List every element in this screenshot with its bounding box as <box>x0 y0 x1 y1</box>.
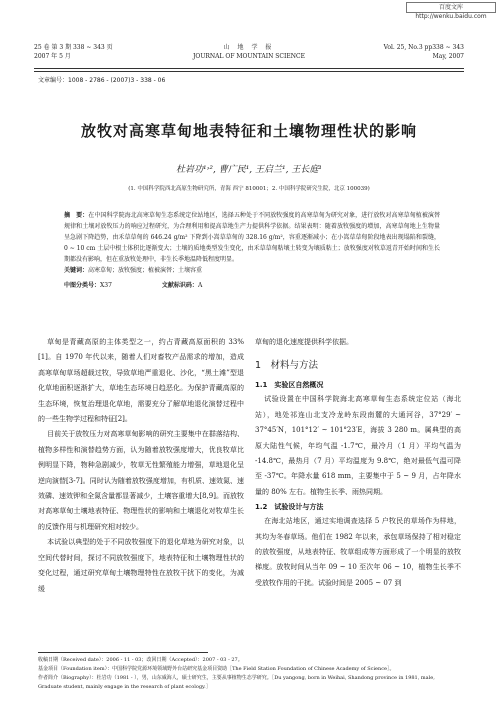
site-description-paragraph: 试验设置在中国科学院海北高寒草甸生态系统定位站（海北站），地处祁连山北支冷龙岭东段南麓的大通河谷，37°29′ ~ 37°45′N，101°12′ ~ 101°23′E，海拔 3 280 m。属典型的高原大陆性气候，年均气温 -1.7℃，最冷月（1 月）平均气温为 -14.8℃，最热月（7 月）平均温度为 9.8℃，绝对最低气温可降至 -37℃。年降水量 618 mm，主要集中于 5 ~ 9 月，占年降水量的 80% 左右。植物生长季、雨热同期。 <box>255 395 461 496</box>
subsection-heading-design: 1.2 试验设计与方法 <box>255 503 324 512</box>
header-rule-bottom <box>34 71 464 72</box>
intro-paragraph-3-continued: 草甸的退化速度提供科学依据。 <box>255 338 353 346</box>
issue-date-en: May, 2007 <box>432 53 464 60</box>
abstract-text: 在中国科学院海北高寒草甸生态系统定位站地区，选择五种处于不同放牧强度的高寒草甸为研究对象，进行放牧对高寒草甸植被演替规律和土壤对放牧压力的响应过程研究，为合理利用和提高草地生产力提供科学依据。结果表明：随着放牧强度的增加，高寒草甸地上生物量呈急剧下降趋势，由禾草草甸的 646.24 g/m² 下降到小嵩草草甸的 328.16 g/m²，容重逐渐减小；在小嵩草草甸阶段地表出现塌陷和裂缝，0 ~ 10 cm 土层中根土体积比逐渐变大；土壤的质地类型发生变化，由禾草草甸粘壤土转变为壤质粘土；放牧强度对牧草返青开始时间和生长期都没有影响，但在重放牧处理中，非生长季地温降低程度明显。 <box>64 212 440 263</box>
journal-name-en: JOURNAL OF MOUNTAIN SCIENCE <box>193 53 305 60</box>
journal-name-cn: 山 地 学 报 <box>223 44 275 51</box>
doc-code-label: 文献标识码： <box>161 282 198 289</box>
author-affiliation: (1. 中国科学院西北高原生物研究所，青海 西宁 810001；2. 中国科学院研究生院，北京 100039) <box>128 186 370 192</box>
section-heading-methods: 1 材料与方法 <box>255 360 319 372</box>
intro-paragraph-3: 本试验以典型的处于不同放牧强度下的退化草地为研究对象，以空间代替时间，探讨不同放牧强度下，地表特征和土壤物理性状的变化过程，通过研究草甸土壤物理特性在放牧干扰下的变化，为减缓 <box>38 538 244 593</box>
abstract-label: 摘 要： <box>64 212 89 219</box>
footnote-rule <box>38 652 208 653</box>
footnote-received: 收稿日期（Received date）：2006 - 11 - 03；改回日期（Accepted）：2007 - 03 - 27。 <box>38 657 243 663</box>
author-list: 杜岩功¹˒², 曹广民¹, 王启兰¹, 王长庭¹ <box>176 165 322 175</box>
footnote-author: 作者简介（Biography）：杜岩功（1981 - ），男，山东威海人，硕士研究生，主要从事植物生态学研究。［Du yangong, born in Weihai, Shandong province in 1981, male, Graduate student, mainly engage in the research of plant ecology.］ <box>38 675 435 690</box>
watermark-stamp: 百度文库 http://wenku.baidu.com <box>406 2 496 13</box>
doc-code-value: A <box>197 282 203 289</box>
volume-pages: 25 卷 第 3 期 338 ~ 343 页 <box>34 44 113 51</box>
journal-header <box>34 43 464 69</box>
footnotes <box>38 656 460 692</box>
volume-pages-en: Vol. 25, No.3 pp338 ~ 343 <box>383 44 464 51</box>
keywords-text: 高寒草甸；放牧强度；植被演替；土壤容重 <box>88 267 203 274</box>
abstract-block <box>64 210 440 276</box>
intro-paragraph-1: 草甸是青藏高原的主体类型之一，约占青藏高原面积的 33%[1]。自 1970 年代以来，随着人们对畜牧产品需求的增加，造成高寒草甸草场超载过牧，导致草地严重退化、沙化，“黑土滩”型退化草地面积逐渐扩大，草地生态环境日趋恶化。为保护青藏高原的生态环境，恢复治理退化草地，需要充分了解草地退化演替过程中的一些生物学过程和特征[2]。 <box>38 338 244 424</box>
body-left-column <box>38 335 244 597</box>
article-number: 文章编号：1008 - 2786 - (2007)3 - 338 - 06 <box>38 77 166 84</box>
header-rule-top <box>34 68 464 69</box>
intro-paragraph-2: 目前关于放牧压力对高寒草甸影响的研究主要集中在群落结构、植物多样性和演替趋势方面，认为随着放牧强度增大，优良牧草比例明显下降，物种急剧减少，牧草无性繁殖能力增强，草地退化呈逆向演替[3-7]。同时认为随着放牧强度增加，有机质、速效氮、速效磷、速效钾和全氮含量都显著减少，土壤容重增大[8,9]。而放牧对高寒草甸土壤地表特征、物理性状的影响和土壤退化对牧草生长的反馈作用与机理研究相对较少。 <box>38 430 244 531</box>
paper-title: 放牧对高寒草甸地表特征和土壤物理性状的影响 <box>80 122 417 140</box>
clc-value: X37 <box>100 282 112 289</box>
header-right <box>384 43 464 61</box>
design-paragraph: 在海北站地区，通过实地调查选择 5 户牧民的草场作为样地，其均为冬春草场。他们在 1982 年以来，承包草场保持了相对稳定的放牧强度，从地表特征、牧草组成等方面形成了一个明显的放牧梯度。放牧时间从当年 09 ~ 10 至次年 06 ~ 10，植物生长季不受放牧作用的干扰。试验时间是 2005 ~ 07 到 <box>255 517 461 587</box>
classification-line <box>64 280 440 291</box>
clc-label: 中图分类号： <box>64 282 101 289</box>
issue-date: 2007 年 5 月 <box>34 53 71 60</box>
subsection-heading-site: 1.1 实验区自然概况 <box>255 381 324 390</box>
keywords-label: 关键词： <box>64 267 89 274</box>
footnote-fund: 基金项目（Foundation item）：中国科学院党源环境领域野外台站研究基金项目资助［The Field Station Foundation of Chinese Academy of Science］。 <box>38 666 395 672</box>
body-right-column <box>255 335 461 591</box>
